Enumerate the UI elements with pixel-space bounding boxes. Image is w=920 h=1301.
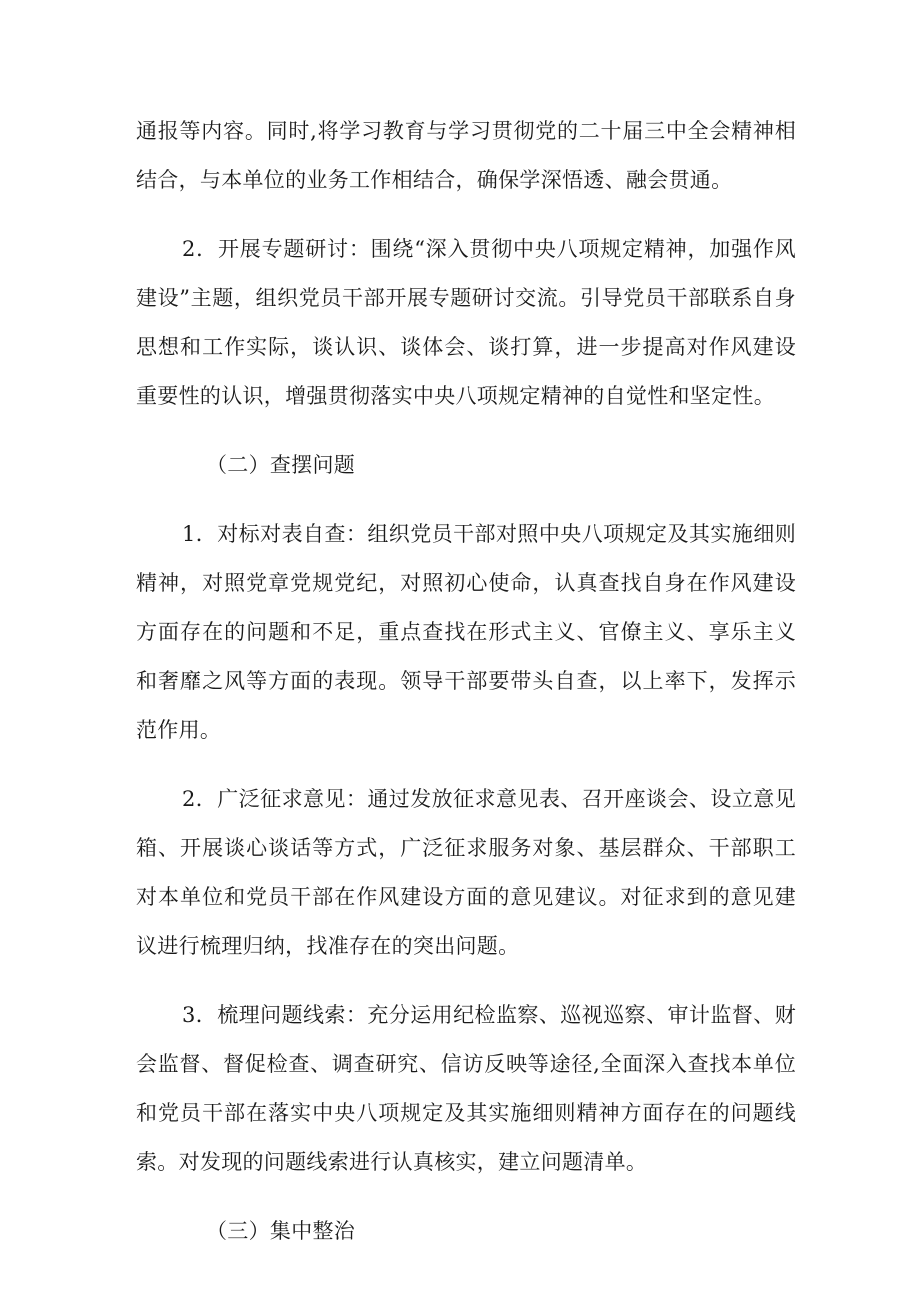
paragraph-self-check: 1．对标对表自查：组织党员干部对照中央八项规定及其实施细则精神，对照党章党规党纪，对照初心使命，认真查找自身在作风建设方面存在的问题和不足，重点查找在形式主义、官僚主义、享乐主义和奢靡之风等方面的表现。领导干部要带头自查，以上率下，发挥示范作用。 xyxy=(136,522,796,742)
paragraph-solicit-opinions: 2．广泛征求意见：通过发放征求意见表、召开座谈会、设立意见箱、开展谈心谈话等方式，广泛征求服务对象、基层群众、干部职工对本单位和党员干部在作风建设方面的意见建议。对征求到的意见建议进行梳理归纳，找准存在的突出问题。 xyxy=(136,787,796,958)
paragraph-continuation: 通报等内容。同时,将学习教育与学习贯彻党的二十届三中全会精神相结合，与本单位的业务工作相结合，确保学深悟透、融会贯通。 xyxy=(136,119,796,192)
paragraph-topic-discussion: 2．开展专题研讨：围绕“深入贯彻中央八项规定精神，加强作风建设”主题，组织党员干部开展专题研讨交流。引导党员干部联系自身思想和工作实际，谈认识、谈体会、谈打算，进一步提高对作风建设重要性的认识，增强贯彻落实中央八项规定精神的自觉性和坚定性。 xyxy=(136,237,796,408)
document-body xyxy=(136,107,796,1276)
paragraph-problem-clues: 3．梳理问题线索：充分运用纪检监察、巡视巡察、审计监督、财会监督、督促检查、调查研究、信访反映等途径,全面深入查找本单位和党员干部在落实中央八项规定及其实施细则精神方面存在的问题线索。对发现的问题线索进行认真核实，建立问题清单。 xyxy=(136,1003,796,1174)
section-heading-rectification: （三）集中整治 xyxy=(206,1219,356,1243)
section-heading-find-problems: （二）查摆问题 xyxy=(206,453,356,477)
